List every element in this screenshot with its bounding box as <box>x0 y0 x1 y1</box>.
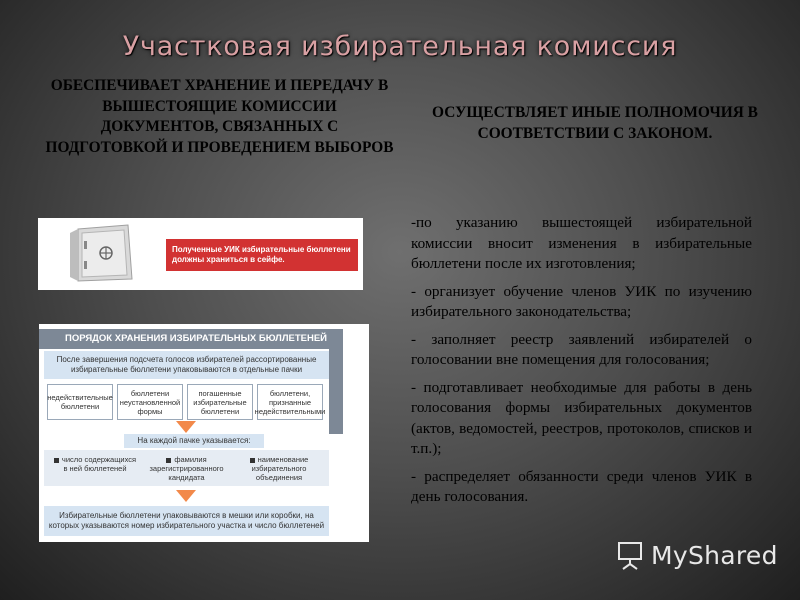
down-arrow-icon <box>176 490 196 502</box>
bullet-square-icon <box>54 458 59 463</box>
safe-banner <box>38 218 363 290</box>
mark-item <box>51 455 139 482</box>
duty-item: - распределяет обязанности среди членов УИК в день голосования. <box>411 467 752 505</box>
bullet-square-icon <box>250 458 255 463</box>
diagram-side-bar <box>329 349 343 434</box>
mark-item-text: фамилия зарегистрированного кандидата <box>149 455 224 482</box>
duties-list <box>411 213 752 515</box>
category-box: погашенные избирательные бюллетени <box>187 384 253 420</box>
right-heading: ОСУЩЕСТВЛЯЕТ ИНЫЕ ПОЛНОМОЧИЯ В СООТВЕТСТВИИ С ЗАКОНОМ. <box>432 104 758 142</box>
duty-item: - подготавливает необходимые для работы в день голосования формы избирательных документов (актов, ведомостей, реестров, протоколов, списков и т.п.); <box>411 378 752 457</box>
category-box: бюллетени, признанные недействительными <box>257 384 323 420</box>
mark-item-text: число содержащихся в ней бюллетеней <box>61 455 137 473</box>
down-arrow-icon <box>176 421 196 433</box>
slide-title: Участковая избирательная комиссия <box>122 31 678 62</box>
diagram-each-label: На каждой пачке указывается: <box>124 434 264 448</box>
diagram-intro: После завершения подсчета голосов избирателей рассортированные избирательные бюллетени упаковываются в отдельные пачки <box>44 351 329 379</box>
diagram-header: ПОРЯДОК ХРАНЕНИЯ ИЗБИРАТЕЛЬНЫХ БЮЛЛЕТЕНЕЙ <box>39 329 343 349</box>
duty-item: - заполняет реестр заявлений избирателей о голосовании вне помещения для голосования; <box>411 330 752 368</box>
duty-item: -по указанию вышестоящей избирательной комиссии вносит изменения в избирательные бюллетени после их изготовления; <box>411 214 752 272</box>
mark-item-text: наименование избирательного объединения <box>251 455 309 482</box>
presentation-icon <box>615 540 645 570</box>
safe-icon <box>64 223 138 285</box>
category-box: бюллетени неустановленной формы <box>117 384 183 420</box>
mark-item <box>234 455 324 482</box>
storage-diagram <box>39 324 369 542</box>
myshared-logo <box>615 538 778 572</box>
left-heading: ОБЕСПЕЧИВАЕТ ХРАНЕНИЕ И ПЕРЕДАЧУ В ВЫШЕСТОЯЩИЕ КОМИССИИ ДОКУМЕНТОВ, СВЯЗАННЫХ С ПОДГОТОВКОЙ И ПРОВЕДЕНИЕМ ВЫБОРОВ <box>45 77 394 156</box>
duty-item: - организует обучение членов УИК по изучению избирательного законодательства; <box>411 282 752 320</box>
bullet-square-icon <box>166 458 171 463</box>
safe-banner-text: Полученные УИК избирательные бюллетени должны храниться в сейфе. <box>166 239 358 271</box>
logo-text: MyShared <box>651 540 778 570</box>
category-box: недействительные бюллетени <box>47 384 113 420</box>
diagram-final: Избирательные бюллетени упаковываются в мешки или коробки, на которых указываются номер избирательного участка и число бюллетеней <box>44 506 329 536</box>
mark-item <box>144 455 229 482</box>
